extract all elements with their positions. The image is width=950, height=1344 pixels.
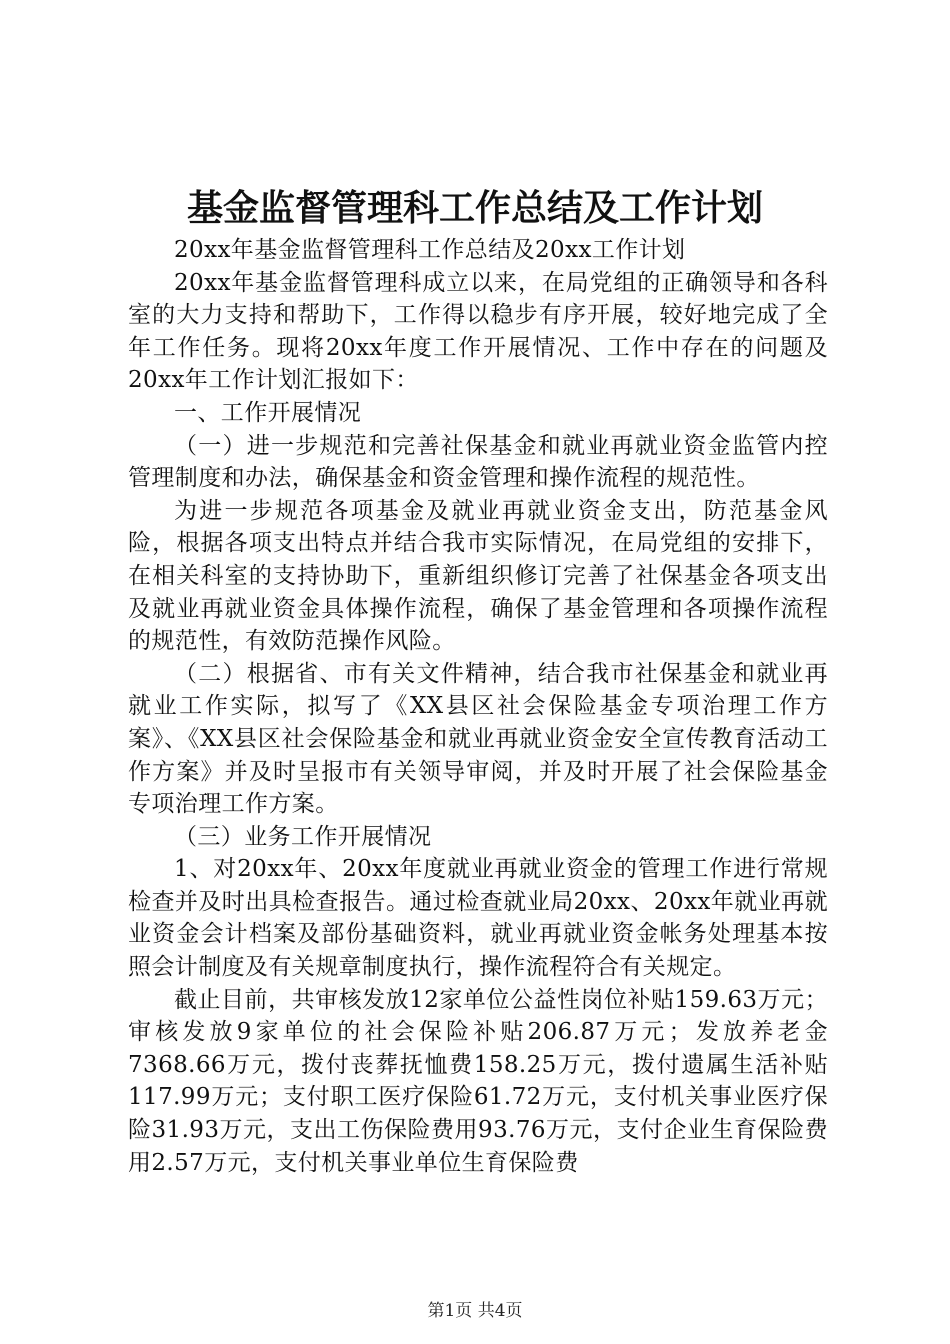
disbursement-summary-paragraph: 截止目前，共审核发放12家单位公益性岗位补贴159.63万元；审核发放9家单位的社会保险补贴206.87万元；发放养老金7368.66万元，拨付丧葬抚恤费158.25万元，拨付遗属生活补贴117.99万元；支付职工医疗保险61.72万元，支付机关事业医疗保险31.93万元，支出工伤保险费用93.76万元，支付企业生育保险费用2.57万元，支付机关事业单位生育保险费 [128,986,828,1176]
document-title: 基金监督管理科工作总结及工作计划 [186,188,763,229]
item-one-detail-paragraph: 为进一步规范各项基金及就业再就业资金支出，防范基金风险，根据各项支出特点并结合我市实际情况，在局党组的安排下，在相关科室的支持协助下，重新组织修订完善了社保基金各项支出及就业再就业资金具体操作流程，确保了基金管理和各项操作流程的规范性，有效防范操作风险。 [128,497,828,655]
intro-paragraph: 20xx年基金监督管理科成立以来，在局党组的正确领导和各科室的大力支持和帮助下，工作得以稳步有序开展，较好地完成了全年工作任务。现将20xx年度工作开展情况、工作中存在的问题及20xx年工作计划汇报如下： [128,269,828,394]
item-one-paragraph: （一）进一步规范和完善社保基金和就业再就业资金监管内控管理制度和办法，确保基金和资金管理和操作流程的规范性。 [128,432,828,492]
item-three-point-one-paragraph: 1、对20xx年、20xx年度就业再就业资金的管理工作进行常规检查并及时出具检查报告。通过检查就业局20xx、20xx年就业再就业资金会计档案及部份基础资料，就业再就业资金帐务处理基本按照会计制度及有关规章制度执行，操作流程符合有关规定。 [128,856,828,981]
subtitle-paragraph: 20xx年基金监督管理科工作总结及20xx工作计划 [174,237,686,263]
item-two-paragraph: （二）根据省、市有关文件精神，结合我市社保基金和就业再就业工作实际，拟写了《XX县区社会保险基金专项治理工作方案》、《XX县区社会保险基金和就业再就业资金安全宣传教育活动工作方案》并及时呈报市有关领导审阅，并及时开展了社会保险基金专项治理工作方案。 [128,660,828,818]
document-body [128,234,828,1179]
page-footer: 第1页 共4页 [427,1301,523,1321]
item-three-heading: （三）业务工作开展情况 [174,823,432,850]
section-heading-work-progress: 一、工作开展情况 [174,399,362,426]
